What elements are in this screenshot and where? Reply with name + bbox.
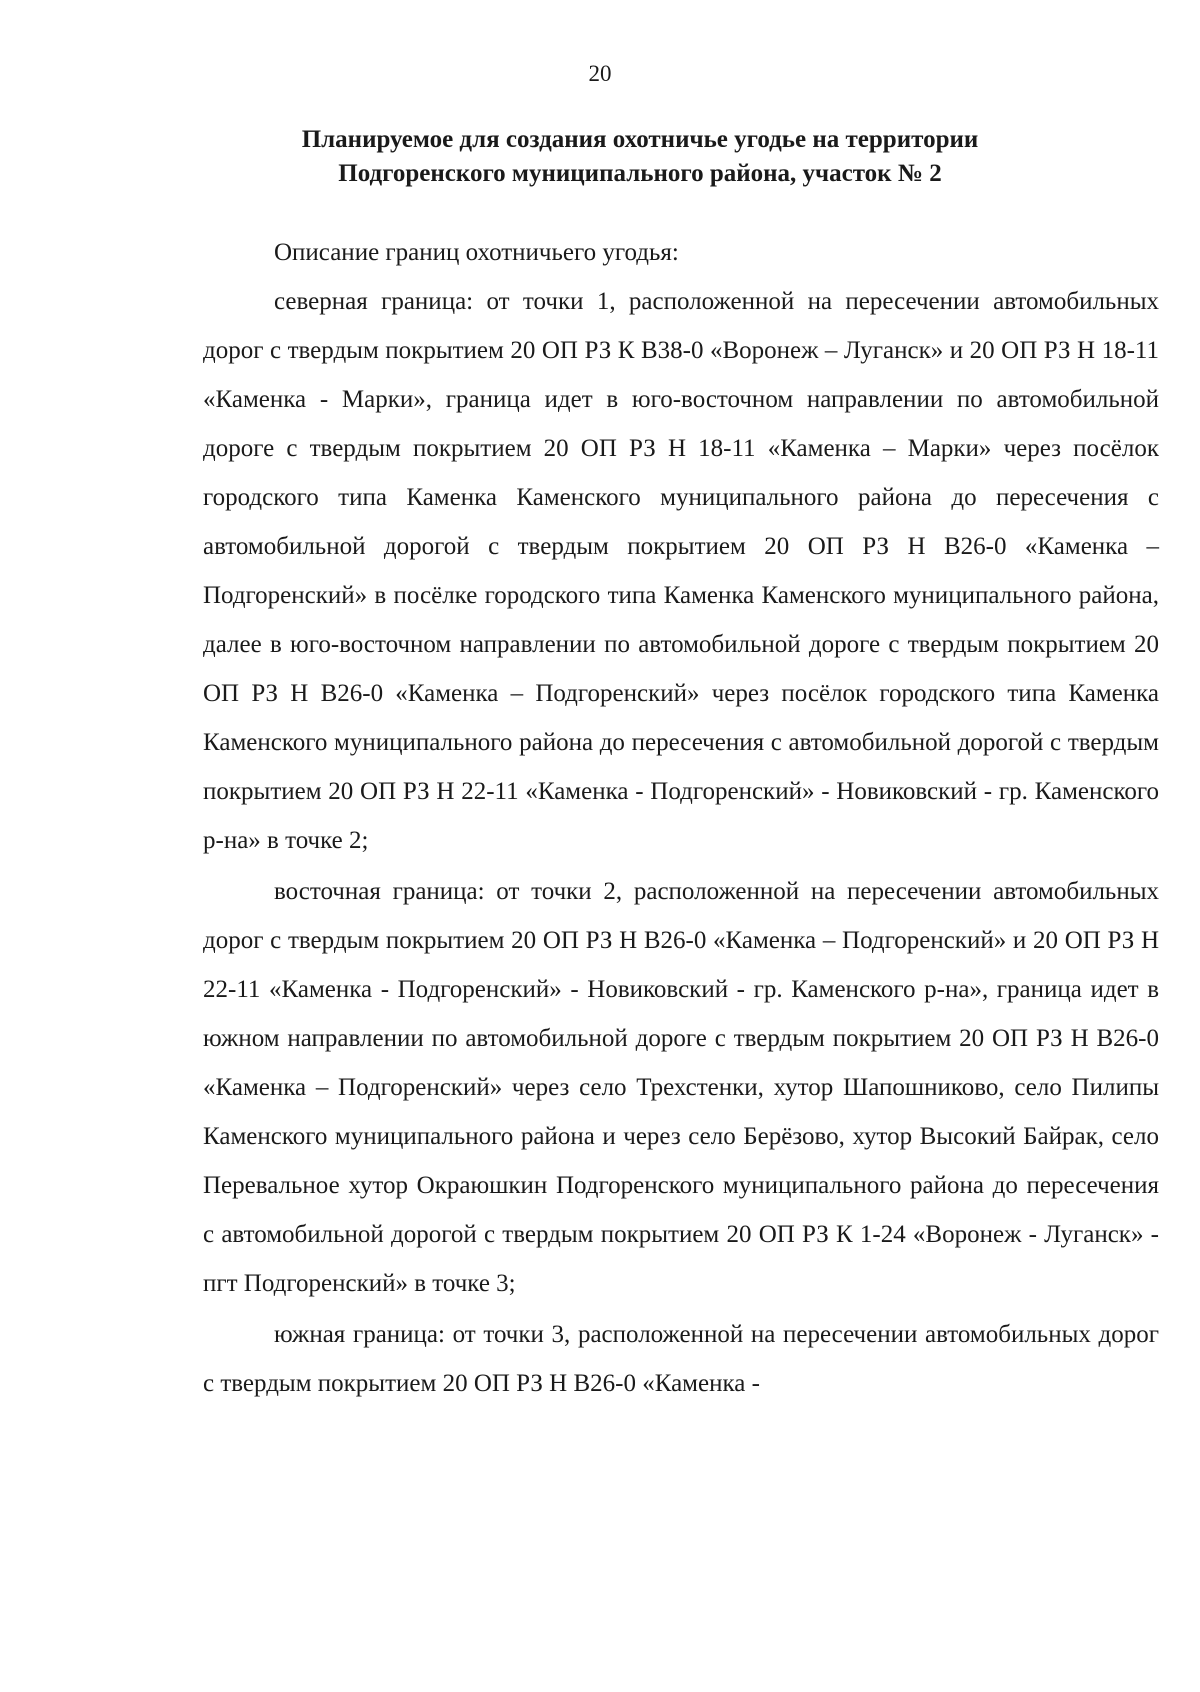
page-number: 20 [588, 61, 612, 86]
title-line-1: Планируемое для создания охотничье угодье на территории [301, 126, 979, 153]
north-boundary-paragraph: северная граница: от точки 1, расположенной на пересечении автомобильных дорог с твердым покрытием 20 ОП РЗ К В38-0 «Воронеж – Луганск» и 20 ОП РЗ Н 18-11 «Каменка - Марки», граница идет в юго-восточном направлении по автомобильной дороге с твердым покрытием 20 ОП РЗ Н 18-11 «Каменка – Марки» через посёлок городского типа Каменка Каменского муниципального района до пересечения с автомобильной дорогой с твердым покрытием 20 ОП РЗ Н В26-0 «Каменка – Подгоренский» в посёлке городского типа Каменка Каменского муниципального района, далее в юго-восточном направлении по автомобильной дороге с твердым покрытием 20 ОП РЗ Н В26-0 «Каменка – Подгоренский» через посёлок городского типа Каменка Каменского муниципального района до пересечения с автомобильной дорогой с твердым покрытием 20 ОП РЗ Н 22-11 «Каменка - Подгоренский» - Новиковский - гр. Каменского р-на» в точке 2; [203, 288, 1159, 854]
document-title [200, 123, 1080, 191]
document-body [203, 228, 1159, 1408]
title-line-2: Подгоренского муниципального района, участок № 2 [338, 160, 942, 187]
south-boundary-paragraph: южная граница: от точки 3, расположенной на пересечении автомобильных дорог с твердым покрытием 20 ОП РЗ Н В26-0 «Каменка - [203, 1321, 1159, 1397]
intro-paragraph: Описание границ охотничьего угодья: [274, 239, 679, 266]
east-boundary-paragraph: восточная граница: от точки 2, расположенной на пересечении автомобильных дорог с твердым покрытием 20 ОП РЗ Н В26-0 «Каменка – Подгоренский» и 20 ОП РЗ Н 22-11 «Каменка - Подгоренский» - Новиковский - гр. Каменского р-на», граница идет в южном направлении по автомобильной дороге с твердым покрытием 20 ОП РЗ Н В26-0 «Каменка – Подгоренский» через село Трехстенки, хутор Шапошниково, село Пилипы Каменского муниципального района и через село Берёзово, хутор Высокий Байрак, село Перевальное хутор Окраюшкин Подгоренского муниципального района до пересечения с автомобильной дорогой с твердым покрытием 20 ОП РЗ К 1-24 «Воронеж - Луганск» - пгт Подгоренский» в точке 3; [203, 878, 1159, 1297]
